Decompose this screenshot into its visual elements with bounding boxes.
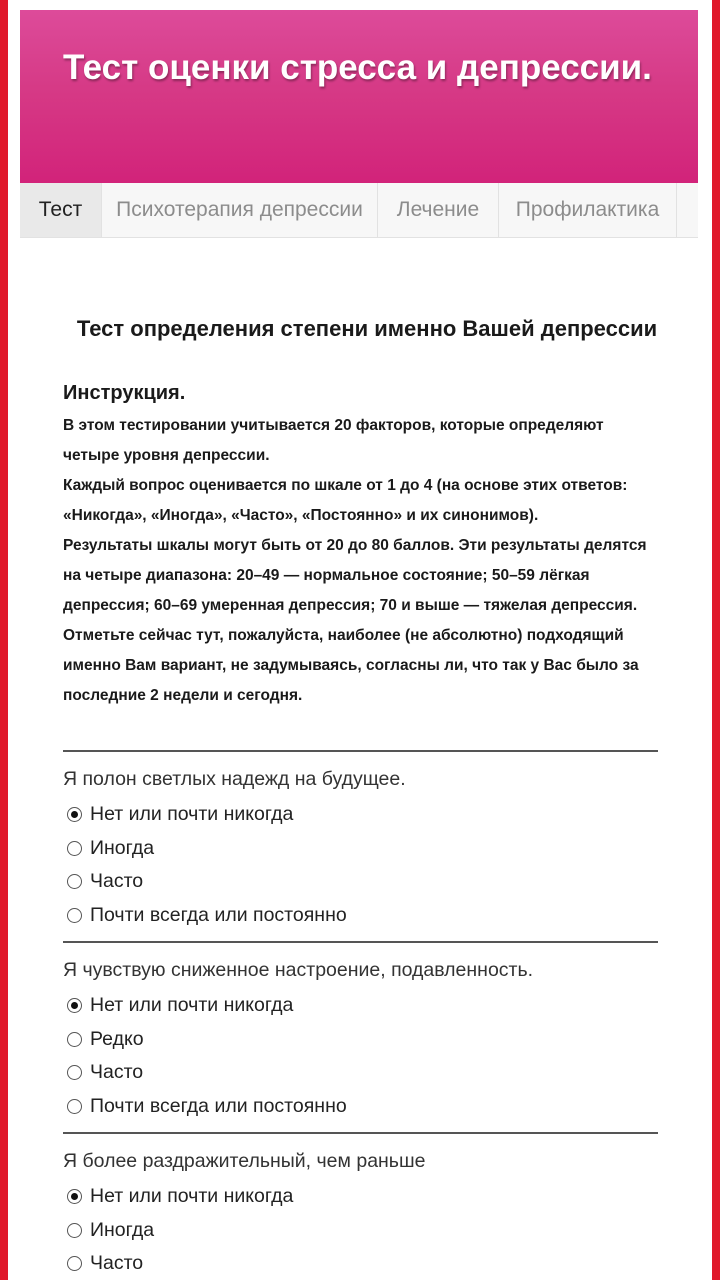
tab-treatment[interactable]: Лечение	[378, 183, 499, 237]
question-3	[63, 1132, 658, 1280]
tab-bar	[20, 183, 698, 238]
radio-option[interactable]	[63, 798, 658, 832]
option-label[interactable]: Редко	[90, 1027, 144, 1050]
instruction-heading: Инструкция.	[63, 382, 186, 404]
question-1	[63, 750, 658, 932]
radio-option[interactable]	[63, 1056, 658, 1090]
radio-icon[interactable]	[67, 908, 82, 923]
radio-icon[interactable]	[67, 1256, 82, 1271]
radio-checked-icon[interactable]	[67, 1189, 82, 1204]
radio-checked-icon[interactable]	[67, 998, 82, 1013]
radio-option[interactable]	[63, 1180, 658, 1214]
radio-icon[interactable]	[67, 1099, 82, 1114]
option-label[interactable]: Иногда	[90, 1218, 155, 1241]
option-label[interactable]: Часто	[90, 1061, 144, 1084]
radio-option[interactable]	[63, 832, 658, 866]
question-2	[63, 941, 658, 1123]
option-label[interactable]: Часто	[90, 1252, 144, 1275]
radio-option[interactable]	[63, 1247, 658, 1280]
instruction-line: четыре уровня депрессии.	[63, 447, 270, 464]
page	[8, 0, 712, 1280]
radio-option[interactable]	[63, 1090, 658, 1124]
instruction-line: последние 2 недели и сегодня.	[63, 687, 303, 704]
option-label[interactable]: Иногда	[90, 836, 155, 859]
radio-icon[interactable]	[67, 1223, 82, 1238]
radio-icon[interactable]	[67, 874, 82, 889]
option-label[interactable]: Почти всегда или постоянно	[90, 1094, 347, 1117]
option-label[interactable]: Нет или почти никогда	[90, 803, 294, 826]
radio-icon[interactable]	[67, 841, 82, 856]
instruction-text	[63, 411, 663, 711]
instruction-line: именно Вам вариант, не задумываясь, согласны ли, что так у Вас было за	[63, 657, 639, 674]
tab-test[interactable]: Тест	[20, 183, 102, 237]
radio-option[interactable]	[63, 899, 658, 933]
radio-option[interactable]	[63, 1023, 658, 1057]
radio-option[interactable]	[63, 865, 658, 899]
option-label[interactable]: Почти всегда или постоянно	[90, 903, 347, 926]
option-label[interactable]: Нет или почти никогда	[90, 994, 294, 1017]
instruction-line: Отметьте сейчас тут, пожалуйста, наиболее (не абсолютно) подходящий	[63, 627, 624, 644]
option-label[interactable]: Часто	[90, 870, 144, 893]
test-title: Тест определения степени именно Вашей депрессии	[76, 316, 658, 341]
divider	[63, 1132, 658, 1134]
tab-psychotherapy[interactable]: Психотерапия депрессии	[102, 183, 378, 237]
instruction-line: Результаты шкалы могут быть от 20 до 80 баллов. Эти результаты делятся	[63, 537, 647, 554]
option-label[interactable]: Нет или почти никогда	[90, 1185, 294, 1208]
radio-icon[interactable]	[67, 1032, 82, 1047]
radio-checked-icon[interactable]	[67, 807, 82, 822]
tab-prevention[interactable]: Профилактика	[499, 183, 677, 237]
instruction-line: «Никогда», «Иногда», «Часто», «Постоянно» и их синонимов).	[63, 507, 539, 524]
question-text: Я более раздражительный, чем раньше	[63, 1150, 426, 1172]
radio-option[interactable]	[63, 989, 658, 1023]
question-text: Я чувствую сниженное настроение, подавленность.	[63, 959, 534, 981]
radio-icon[interactable]	[67, 1065, 82, 1080]
divider	[63, 941, 658, 943]
instruction-line: Каждый вопрос оценивается по шкале от 1 до 4 (на основе этих ответов:	[63, 477, 628, 494]
divider	[63, 750, 658, 752]
radio-option[interactable]	[63, 1214, 658, 1248]
app-title: Тест оценки стресса и депрессии.	[63, 48, 652, 87]
header-banner	[20, 10, 698, 183]
instruction-line: депрессия; 60–69 умеренная депрессия; 70 и выше — тяжелая депрессия.	[63, 597, 638, 614]
instruction-line: В этом тестировании учитывается 20 факторов, которые определяют	[63, 417, 604, 434]
question-text: Я полон светлых надежд на будущее.	[63, 768, 406, 790]
instruction-line: на четыре диапазона: 20–49 — нормальное состояние; 50–59 лёгкая	[63, 567, 590, 584]
